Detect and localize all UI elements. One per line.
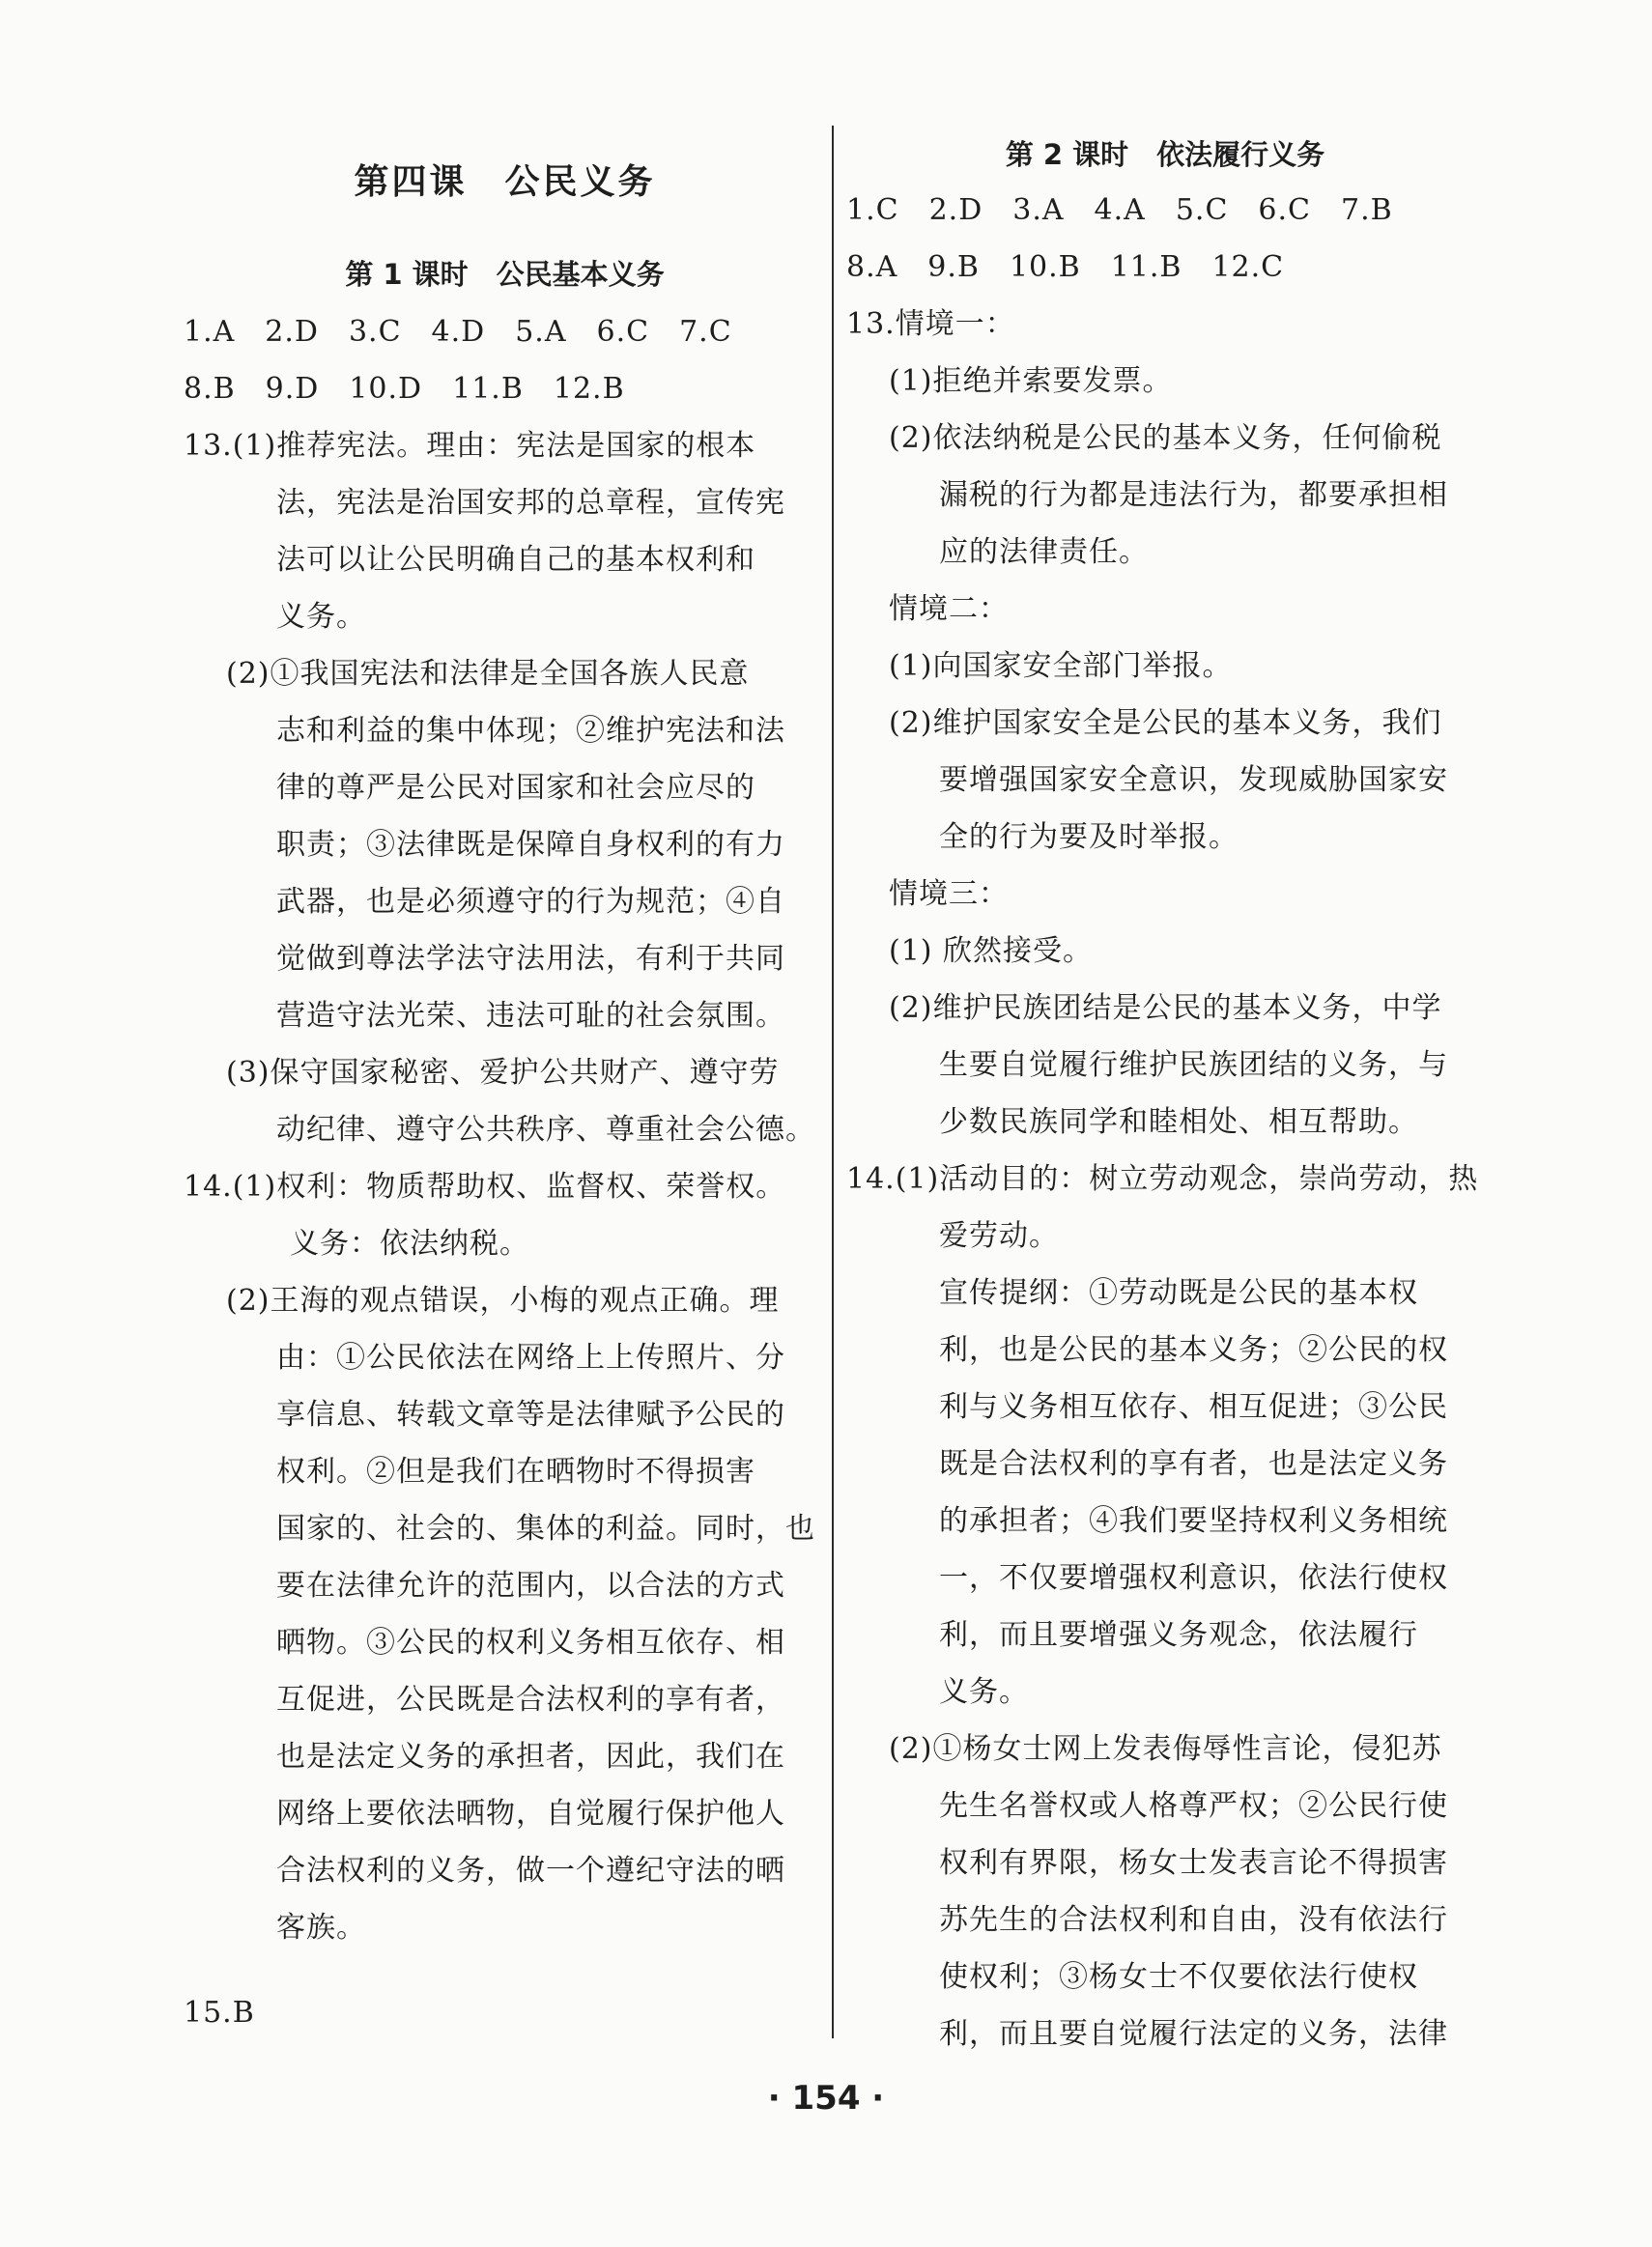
answer-line: 法，宪法是治国安邦的总章程，宣传宪: [276, 486, 785, 520]
page-number: · 154 ·: [767, 2079, 885, 2118]
answer-line: 权利。②但是我们在晒物时不得损害: [276, 1455, 755, 1489]
answer-line: 法可以让公民明确自己的基本权利和: [276, 543, 755, 577]
answer-line: 宣传提纲：①劳动既是公民的基本权: [939, 1276, 1418, 1310]
answer-line: (2)依法纳税是公民的基本义务，任何偷税: [889, 421, 1442, 455]
answer-line: 情境二：: [889, 592, 1009, 626]
lesson-title: 第四课 公民义务: [354, 162, 656, 202]
answer-line: (2)①我国宪法和法律是全国各族人民意: [226, 657, 750, 691]
answer-line: 漏税的行为都是违法行为，都要承担相: [939, 478, 1448, 512]
answer-line: 享信息、转载文章等是法律赋予公民的: [276, 1398, 785, 1432]
answer-line: 律的尊严是公民对国家和社会应尽的: [276, 771, 755, 805]
answer-line: (2)维护国家安全是公民的基本义务，我们: [889, 706, 1442, 740]
answer-line: 先生名誉权或人格尊严权；②公民行使: [939, 1789, 1448, 1823]
answer-line: 1.A 2.D 3.C 4.D 5.A 6.C 7.C: [184, 315, 732, 349]
answer-line: 8.A 9.B 10.B 11.B 12.C: [846, 250, 1285, 284]
answer-line: 国家的、社会的、集体的利益。同时，也: [276, 1512, 815, 1546]
answer-line: 义务。: [276, 600, 366, 634]
answer-line: 使权利；③杨女士不仅要依法行使权: [939, 1960, 1418, 1994]
answer-line: 合法权利的义务，做一个遵纪守法的晒: [276, 1854, 785, 1888]
answer-line: 14.(1)权利：物质帮助权、监督权、荣誉权。: [184, 1170, 786, 1204]
answer-line: (3)保守国家秘密、爱护公共财产、遵守劳: [226, 1056, 780, 1090]
answer-line: (2)王海的观点错误，小梅的观点正确。理: [226, 1284, 780, 1318]
answer-line: 1.C 2.D 3.A 4.A 5.C 6.C 7.B: [846, 193, 1393, 227]
answer-line: 13.情境一：: [846, 307, 1015, 341]
answer-line: 既是合法权利的享有者，也是法定义务: [939, 1447, 1448, 1481]
answer-line: 利，也是公民的基本义务；②公民的权: [939, 1333, 1448, 1367]
section-title-lesson-1: 第 1 课时 公民基本义务: [345, 258, 665, 291]
answer-line: 也是法定义务的承担者，因此，我们在: [276, 1740, 785, 1774]
answer-line: 生要自觉履行维护民族团结的义务，与: [939, 1048, 1448, 1082]
answer-line: 义务：依法纳税。: [290, 1227, 529, 1261]
answer-line: (2)①杨女士网上发表侮辱性言论，侵犯苏: [889, 1732, 1442, 1766]
answer-line: 武器，也是必须遵守的行为规范；④自: [276, 885, 785, 919]
answer-line: 的承担者；④我们要坚持权利义务相统: [939, 1504, 1448, 1538]
answer-line: 利与义务相互依存、相互促进；③公民: [939, 1390, 1448, 1424]
answer-line: 觉做到尊法学法守法用法，有利于共同: [276, 942, 785, 976]
answer-line: 由：①公民依法在网络上上传照片、分: [276, 1341, 785, 1375]
answer-line: 15.B: [184, 1996, 255, 2030]
answer-line: 利，而且要增强义务观念，依法履行: [939, 1618, 1418, 1652]
answer-line: 少数民族同学和睦相处、相互帮助。: [939, 1105, 1418, 1139]
answer-line: 全的行为要及时举报。: [939, 820, 1239, 854]
answer-line: 职责；③法律既是保障自身权利的有力: [276, 828, 785, 862]
answer-line: 客族。: [276, 1911, 366, 1945]
answer-line: 权利有界限，杨女士发表言论不得损害: [939, 1846, 1448, 1880]
answer-line: 互促进，公民既是合法权利的享有者，: [276, 1683, 785, 1717]
answer-line: 8.B 9.D 10.D 11.B 12.B: [184, 372, 625, 406]
answer-line: 苏先生的合法权利和自由，没有依法行: [939, 1903, 1448, 1937]
answer-line: 义务。: [939, 1675, 1029, 1709]
answer-line: 网络上要依法晒物，自觉履行保护他人: [276, 1797, 785, 1831]
section-title-lesson-2: 第 2 课时 依法履行义务: [1005, 138, 1325, 171]
answer-line: (1) 欣然接受。: [889, 934, 1094, 968]
answer-line: (1)拒绝并索要发票。: [889, 364, 1173, 398]
answer-line: (2)维护民族团结是公民的基本义务，中学: [889, 991, 1442, 1025]
column-divider: [832, 126, 834, 2038]
answer-line: 14.(1)活动目的：树立劳动观念，崇尚劳动，热: [846, 1162, 1479, 1196]
answer-line: (1)向国家安全部门举报。: [889, 649, 1233, 683]
answer-line: 要在法律允许的范围内，以合法的方式: [276, 1569, 785, 1603]
answer-line: 晒物。③公民的权利义务相互依存、相: [276, 1626, 785, 1660]
answer-line: 利，而且要自觉履行法定的义务，法律: [939, 2017, 1448, 2051]
answer-line: 情境三：: [889, 877, 1009, 911]
answer-line: 要增强国家安全意识，发现威胁国家安: [939, 763, 1448, 797]
answer-line: 应的法律责任。: [939, 535, 1149, 569]
answer-line: 营造守法光荣、违法可耻的社会氛围。: [276, 999, 785, 1033]
answer-line: 志和利益的集中体现；②维护宪法和法: [276, 714, 785, 748]
answer-line: 动纪律、遵守公共秩序、尊重社会公德。: [276, 1113, 815, 1147]
answer-line: 13.(1)推荐宪法。理由：宪法是国家的根本: [184, 429, 756, 463]
answer-line: 一，不仅要增强权利意识，依法行使权: [939, 1561, 1448, 1595]
answer-line: 爱劳动。: [939, 1219, 1059, 1253]
